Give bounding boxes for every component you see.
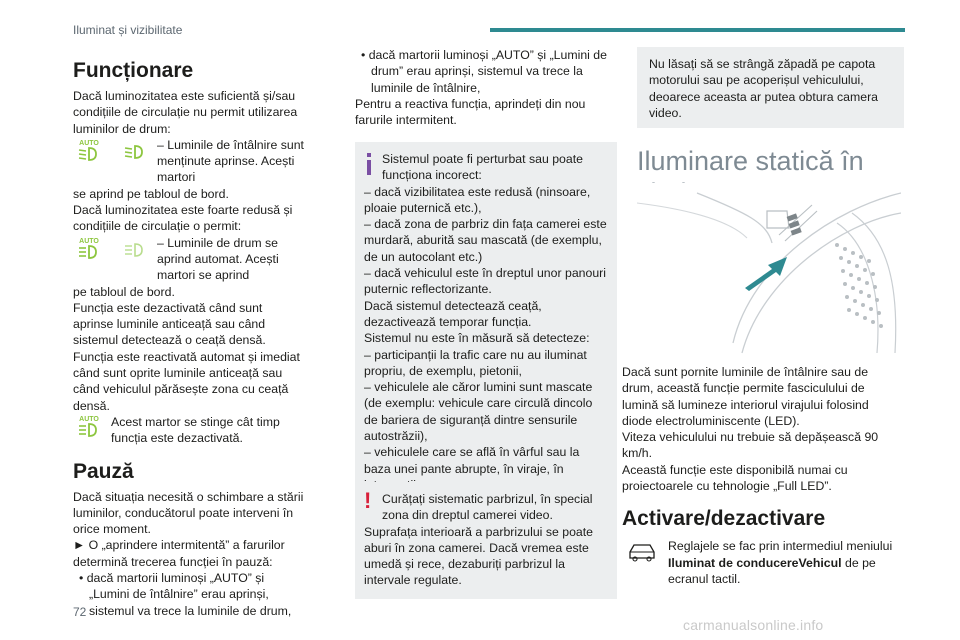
header-accent-bar <box>490 28 905 32</box>
info-line: – vehiculele ale căror lumini sunt mascate (de exemplu: vehicule care circulă dincolo de bariera de siguranță dintre sensurile autostrăzii), <box>364 380 593 444</box>
svg-text:AUTO: AUTO <box>79 237 99 245</box>
heading-activare: Activare/dezactivare <box>622 507 826 531</box>
column-1 <box>73 58 305 619</box>
info-line: Sistemul nu este în măsură să detecteze: <box>364 331 590 346</box>
header-section-title: Iluminat și vizibilitate <box>73 23 183 37</box>
low-beam-icon <box>119 138 151 164</box>
heading-functionare: Funcționare <box>73 59 194 82</box>
info-box <box>355 142 617 503</box>
indicator-text: – Luminile de drum se aprind automat. Acești martori se aprind <box>157 235 279 283</box>
vehicle-settings-icon <box>622 538 662 564</box>
low-beam-indicator-row <box>73 137 305 186</box>
settings-text-post: de pe ecranul tactil. <box>668 555 876 586</box>
paragraph: ► O „aprindere intermitentă” a farurilor determină trecerea funcției în pauză: <box>73 538 285 569</box>
paragraph: Funcția este reactivată automat și imediat când sunt oprite luminile anticeață sau când vehiculul părăsește zona cu ceață densă. <box>73 349 300 413</box>
warning-box-head: Curățați sistematic parbrizul, în special zona din dreptul camerei video. <box>382 492 593 523</box>
auto-indicator-row <box>73 414 305 447</box>
indicator-text: Acest martor se stinge cât timp funcția este dezactivată. <box>111 414 280 446</box>
paragraph: Dacă sunt pornite luminile de întâlnire sau de drum, această funcție permite fasciculului de lumină să lumineze interiorul virajului folosind diode electroluminiscente (LED). <box>622 365 869 428</box>
paragraph: Dacă luminozitatea este foarte redusă și condițiile de circulație o permit: <box>73 203 293 234</box>
high-beam-outline-icon <box>119 236 151 262</box>
paragraph: Această funcție este disponibilă numai cu proiectoarele cu tehnologie „Full LED”. <box>622 462 848 494</box>
warning-box-body: Suprafața interioară a parbrizului se poate aburi în zona camerei. Dacă vremea este umedă și rece, dezaburiți parbrizul la intervale regulate. <box>364 524 593 588</box>
indicator-text: – Luminile de întâlnire sunt menținute aprinse. Acești martori <box>157 137 304 185</box>
paragraph: Viteza vehiculului nu trebuie să depășească 90 km/h. <box>622 430 879 461</box>
settings-row <box>622 538 900 587</box>
high-beam-indicator-row <box>73 235 305 284</box>
info-line: – vehiculele care se află în vârful sau la baza unei pante abrupte, în viraje, în <box>364 445 580 476</box>
paragraph: Dacă situația necesită o schimbare a stării luminilor, conducătorul poate interveni în orice moment. <box>73 489 304 537</box>
info-line: – participanții la trafic care nu au iluminat propriu, de exemplu, pietonii, <box>364 347 587 378</box>
note-box-text: Nu lăsați să se strângă zăpadă pe capota motorului sau pe acoperișul vehiculului, deoarece aceasta ar putea obtura camera video. <box>649 57 879 120</box>
info-icon <box>364 151 374 177</box>
info-box-head: Sistemul poate fi perturbat sau poate funcționa incorect: <box>382 152 583 183</box>
bullet-item: • dacă martorii luminoși „AUTO” și „Lumini de întâlnire” erau aprinși, sistemul va trece la luminile de drum, <box>79 571 292 618</box>
heading-pauza: Pauză <box>73 459 134 483</box>
info-line: Dacă sistemul detectează ceață, dezactivează temporar funcția. <box>364 298 542 329</box>
paragraph: Pentru a reactiva funcția, aprindeți din nou farurile intermitent. <box>355 96 586 128</box>
page-number: 72 <box>73 605 87 619</box>
heading-iluminare-statica: Iluminare statică în <box>637 146 864 176</box>
auto-high-beam-icon <box>73 236 105 262</box>
settings-text-pre: Reglajele se fac prin intermediul meniului <box>668 539 893 554</box>
info-line: – dacă vehiculul este în dreptul unor panouri puternic reflectorizante. <box>364 266 606 297</box>
svg-text:AUTO: AUTO <box>79 139 99 147</box>
column-3 <box>622 364 900 587</box>
watermark: carmanualsonline.info <box>683 617 824 633</box>
headlamp-illustration <box>637 183 901 358</box>
paragraph: pe tabloul de bord. <box>73 284 175 299</box>
column-2 <box>355 47 617 128</box>
paragraph: Dacă luminozitatea este suficientă și/sau condițiile de circulație nu permit utilizarea luminilor de drum: <box>73 89 298 136</box>
auto-low-beam-icon <box>73 138 105 164</box>
auto-indicator-icon <box>73 414 105 440</box>
warning-icon: ! <box>364 488 372 513</box>
settings-menu-path: Iluminat de conducereVehicul <box>668 555 842 570</box>
settings-text <box>668 538 900 587</box>
svg-text:AUTO: AUTO <box>79 415 99 423</box>
paragraph: se aprind pe tabloul de bord. <box>73 186 229 201</box>
paragraph: Funcția este dezactivată când sunt aprinse luminile anticeață sau când sistemul detectează o ceață densă. <box>73 300 266 348</box>
info-line: – dacă vizibilitatea este redusă (ninsoare, ploaie puternică etc.), <box>364 184 591 215</box>
info-line: – dacă zona de parbriz din fața camerei este murdară, aburită sau mascată (de exemplu, de un autocolant etc.) <box>364 217 607 264</box>
bullet-item: • dacă martorii luminoși „AUTO” și „Lumini de drum” erau aprinși, sistemul va trece la luminile de întâlnire, <box>361 48 607 95</box>
note-box <box>637 47 904 128</box>
warning-box <box>355 482 617 599</box>
